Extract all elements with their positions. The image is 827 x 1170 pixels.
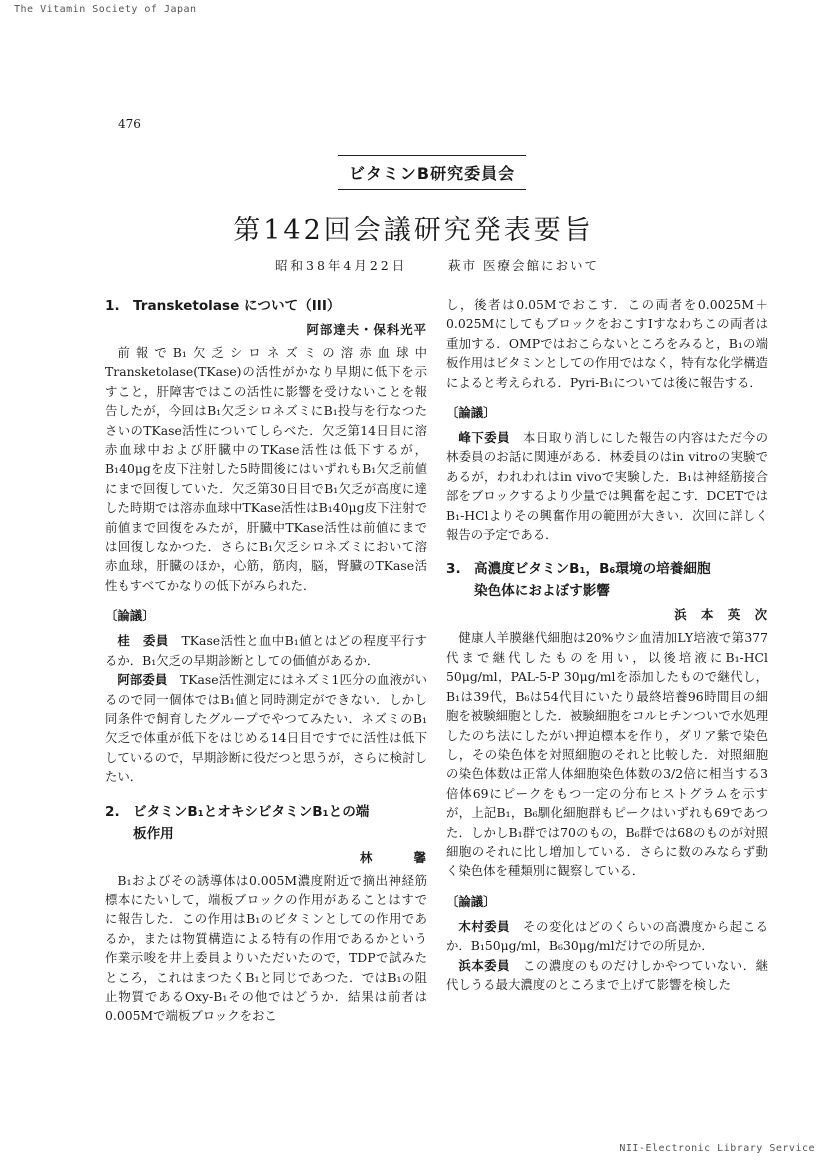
discussion-text: この濃度のものだけしかやつていない．継代しうる最大濃度のところまで上げて影響を検した xyxy=(446,957,769,992)
page-number: 476 xyxy=(118,117,141,131)
section-2-body-continued: し，後者は0.05Mでおこす．この両者を0.0025M＋0.025MにしてもブロックをおこすIすなわちこの両者は重加する．OMPではおこらないところをみると，B₁の端板作用はビタミンとしての作用ではなく，特有な化学構造によると考えられる．Pyri-B₁については後に報告する． xyxy=(446,297,768,390)
right-column xyxy=(446,295,768,994)
section-2-title-line2: 板作用 xyxy=(133,825,174,842)
section-3-title-line1: 高濃度ビタミンB₁，B₆環境の培養細胞 xyxy=(474,561,711,578)
section-2-heading xyxy=(105,801,427,845)
speaker-name: 木村委員 xyxy=(458,918,511,934)
section-1-number: 1. xyxy=(105,298,120,314)
section-3-heading xyxy=(446,558,768,602)
speaker-name: 峰下委員 xyxy=(458,430,511,446)
section-2-authors: 林 馨 xyxy=(360,849,427,865)
discussion-text: 本日取り消しにした報告の内容はただ今の林委員のお話に関連がある．林委員のはin vitroの実験であるが，われわれはin vivoで実験した．B₁は神経筋接合部をブロックするより少量では興奮を起こす．DCETではB₁-HClよりその興奮作用の範囲が大きい．次回に詳しく報告の予定である． xyxy=(446,430,769,543)
speaker-name: 阿部委員 xyxy=(117,672,168,688)
section-2-discussion-label: 〔論議〕 xyxy=(446,405,496,421)
society-header: The Vitamin Society of Japan xyxy=(14,4,197,15)
discussion-entry xyxy=(446,917,768,956)
discussion-entry xyxy=(446,428,768,544)
section-1-authors: 阿部達夫・保科光平 xyxy=(306,322,427,337)
section-2-body: B₁およびその誘導体は0.005M濃度附近で摘出神経筋標本にたいして，端板ブロックの作用があることはすでに報告した．この作用はB₁のビタミンとしての作用であるか，または物質構造による特有の作用であるかという作業示唆を井上委員よりいただいたので，TDPで試みたところ，これはまつたくB₁と同じであつた．ではB₁の阻止物質であるOxy-B₁その他ではどうか．結果は前者は0.005Mで端板ブロックをおこ xyxy=(105,872,427,1024)
library-service-footer: NII-Electronic Library Service xyxy=(619,1143,815,1154)
section-2-number: 2. xyxy=(105,803,120,820)
committee-heading xyxy=(338,155,526,190)
discussion-entry xyxy=(105,670,427,786)
discussion-text: TKase活性測定にはネズミ1匹分の血液がいるので同一個体ではB₁値と同時測定ができない．しかし同条件で飼育したグループでやつてみたい．ネズミのB₁欠乏で体重が低下をはじめる14日目ですでに活性は低下しているので，早期診断に役だつと思うが，さらに検討したい． xyxy=(105,672,428,785)
section-2-title-line1: ビタミンB₁とオキシビタミンB₁との端 xyxy=(133,803,370,820)
section-1-title: Transketolase について（III） xyxy=(133,298,341,314)
committee-name: ビタミンB研究委員会 xyxy=(348,164,516,183)
meeting-date: 昭和38年4月22日 xyxy=(275,258,408,273)
discussion-entry xyxy=(105,631,427,670)
discussion-text: TKase活性と血中B₁値とはどの程度平行するか．B₁欠乏の早期診断としての価値があるか． xyxy=(105,633,428,668)
section-3-authors: 浜 本 英 次 xyxy=(674,607,768,623)
section-3-discussion-label: 〔論議〕 xyxy=(446,893,496,909)
section-1-heading xyxy=(105,295,427,317)
page-title: 第142回会議研究発表要旨 xyxy=(233,215,594,246)
section-1-body: 前報でB₁欠乏シロネズミの溶赤血球中Transketolase(TKase)の活性がかなり早期に低下を示すこと，肝障害ではこの活性に影響を受けないことを報告したが，今回はB₁欠乏シロネズミにB₁投与を行なつたさいのTKase活性についてしらべた．欠乏第14日目に溶赤血球中および肝臓中のTKase活性は低下するが，B₁40μgを皮下注射した5時間後にはいずれもB₁欠乏前値にまで回復していた．欠乏第30日目でB₁欠乏が高度に達した時期では溶赤血球中TKase活性はB₁40μg皮下注射で前値まで回復をみたが，肝臓中TKase活性は前値にまでは回復しなかつた．さらにB₁欠乏シロネズミにおいて溶赤血球，肝臓のほか，心筋，筋肉，脳，腎臓のTKase活性もすべてかなりの低下がみられた． xyxy=(105,345,427,593)
left-column xyxy=(105,295,427,1026)
discussion-text: その変化はどのくらいの高濃度から起こるか．B₁50μg/ml，B₆30μg/mlだけでの所見か． xyxy=(446,918,769,954)
section-3-number: 3. xyxy=(446,561,461,578)
speaker-name: 桂 委員 xyxy=(117,633,169,649)
section-1-discussion-label: 〔論議〕 xyxy=(105,608,155,624)
discussion-entry xyxy=(446,956,768,995)
section-3-body: 健康人羊膜継代細胞は20%ウシ血清加LY培液で第377代まで継代したものを用い，以後培液にB₁-HCl 50μg/ml，PAL-5-P 30μg/mlを添加したもので継代し，B₁は39代，B₆は54代目にいたり最終培養96時間目の細胞を被験細胞とした．被験細胞をコルヒチンついで水処理したのち法にしたがい押迫標本を作り，ダリア紫で染色し，その染色体を対照細胞のそれと比較した．対照細胞の染色体数は正常人体細胞染色体数の3/2倍に相当する3倍体69にピークをもつ一定の分布ヒストグラムを示すが，上記B₁，B₆馴化細胞群もピークはいずれも69であつた．しかしB₁群では70のもの，B₆群では68のものが対照細胞のそれに比し増加している．さらに数のみならず動く染色体を種類別に観察している． xyxy=(446,630,768,879)
meeting-place: 萩市 医療会館において xyxy=(448,258,599,273)
section-3-title-line2: 染色体におよぼす影響 xyxy=(474,583,610,600)
speaker-name: 浜本委員 xyxy=(458,957,511,973)
